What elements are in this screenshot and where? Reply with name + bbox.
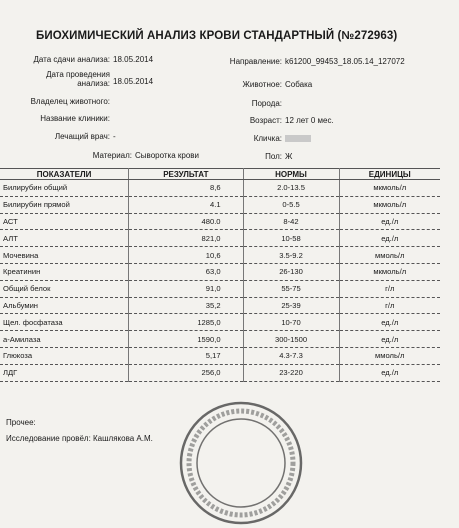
direction-value: k61200_99453_18.05.14_127072 — [285, 57, 405, 66]
doctor-value: - — [113, 132, 116, 141]
cell-result: 256,0 — [129, 364, 243, 381]
cell-parameter: Щел. фосфатаза — [0, 314, 129, 331]
table-row — [0, 347, 440, 364]
cell-parameter: Билирубин прямой — [0, 196, 129, 213]
cell-norm: 10-58 — [243, 230, 339, 247]
cell-norm: 2.0-13.5 — [243, 180, 339, 197]
cell-norm: 8-42 — [243, 213, 339, 230]
table-row — [0, 331, 440, 348]
results-table — [0, 168, 440, 382]
doctor-label: Лечащий врач: — [54, 132, 110, 141]
cell-norm: 300-1500 — [243, 331, 339, 348]
breed-label: Порода: — [251, 99, 282, 108]
age-value: 12 лет 0 мес. — [285, 116, 334, 125]
cell-norm: 10-70 — [243, 314, 339, 331]
cell-parameter: Альбумин — [0, 297, 129, 314]
cell-norm: 25-39 — [243, 297, 339, 314]
cell-units: ммоль/л — [339, 347, 440, 364]
cell-units: мкмоль/л — [339, 180, 440, 197]
table-row — [0, 280, 440, 297]
table-row — [0, 314, 440, 331]
clinic-stamp — [176, 398, 306, 528]
table-header-row — [0, 169, 440, 180]
cell-result: 8,6 — [129, 180, 243, 197]
date-sent-value: 18.05.2014 — [113, 55, 154, 64]
cell-result: 4.1 — [129, 196, 243, 213]
table-row — [0, 297, 440, 314]
cell-parameter: Глюкоза — [0, 347, 129, 364]
cell-parameter: ЛДГ — [0, 364, 129, 381]
animal-value: Собака — [285, 80, 313, 89]
table-row — [0, 247, 440, 264]
cell-units: ед./л — [339, 213, 440, 230]
other-label: Прочее: — [6, 418, 36, 427]
cell-units: г/л — [339, 297, 440, 314]
header-parameter: ПОКАЗАТЕЛИ — [0, 169, 129, 180]
table-row — [0, 364, 440, 381]
cell-units: ммоль/л — [339, 247, 440, 264]
cell-result: 821,0 — [129, 230, 243, 247]
cell-result: 5,17 — [129, 347, 243, 364]
cell-result: 35,2 — [129, 297, 243, 314]
cell-parameter: Общий белок — [0, 280, 129, 297]
cell-result: 1285,0 — [129, 314, 243, 331]
report-title: БИОХИМИЧЕСКИЙ АНАЛИЗ КРОВИ СТАНДАРТНЫЙ (№272963) — [36, 30, 398, 42]
sex-value: Ж — [285, 152, 293, 161]
cell-units: г/л — [339, 280, 440, 297]
date-done-label-1: Дата проведения — [46, 70, 110, 79]
cell-parameter: Креатинин — [0, 263, 129, 280]
cell-norm: 3.5-9.2 — [243, 247, 339, 264]
date-sent-label: Дата сдачи анализа: — [33, 55, 110, 64]
cell-norm: 26-130 — [243, 263, 339, 280]
performed-by: Исследование провёл: Кашлякова А.М. — [6, 434, 153, 443]
nickname-label: Кличка: — [253, 134, 282, 143]
table-row — [0, 180, 440, 197]
table-row — [0, 230, 440, 247]
clinic-label: Название клиники: — [40, 114, 110, 123]
age-label: Возраст: — [249, 116, 282, 125]
nickname-redacted — [285, 134, 311, 144]
sex-label: Пол: — [265, 152, 282, 161]
animal-label: Животное: — [242, 80, 282, 89]
direction-label: Направление: — [229, 57, 282, 66]
cell-units: мкмоль/л — [339, 263, 440, 280]
cell-units: мкмоль/л — [339, 196, 440, 213]
cell-units: ед./л — [339, 230, 440, 247]
cell-units: ед./л — [339, 314, 440, 331]
cell-norm: 55-75 — [243, 280, 339, 297]
cell-parameter: Мочевина — [0, 247, 129, 264]
date-done-value: 18.05.2014 — [113, 77, 154, 86]
cell-result: 63,0 — [129, 263, 243, 280]
cell-norm: 23-220 — [243, 364, 339, 381]
cell-result: 91,0 — [129, 280, 243, 297]
owner-label: Владелец животного: — [30, 97, 110, 106]
cell-norm: 4.3-7.3 — [243, 347, 339, 364]
date-done-label-2: анализа: — [77, 79, 110, 88]
cell-parameter: a-Амилаза — [0, 331, 129, 348]
cell-parameter: Билирубин общий — [0, 180, 129, 197]
header-norm: НОРМЫ — [243, 169, 339, 180]
table-row — [0, 213, 440, 230]
cell-units: ед./л — [339, 364, 440, 381]
cell-result: 480.0 — [129, 213, 243, 230]
cell-norm: 0-5.5 — [243, 196, 339, 213]
cell-result: 10,6 — [129, 247, 243, 264]
cell-parameter: АСТ — [0, 213, 129, 230]
cell-units: ед./л — [339, 331, 440, 348]
header-units: ЕДИНИЦЫ — [339, 169, 440, 180]
material-value: Сыворотка крови — [135, 151, 199, 160]
material-label: Материал: — [92, 151, 132, 160]
cell-parameter: АЛТ — [0, 230, 129, 247]
cell-result: 1590,0 — [129, 331, 243, 348]
table-row — [0, 263, 440, 280]
table-row — [0, 196, 440, 213]
header-result: РЕЗУЛЬТАТ — [129, 169, 243, 180]
